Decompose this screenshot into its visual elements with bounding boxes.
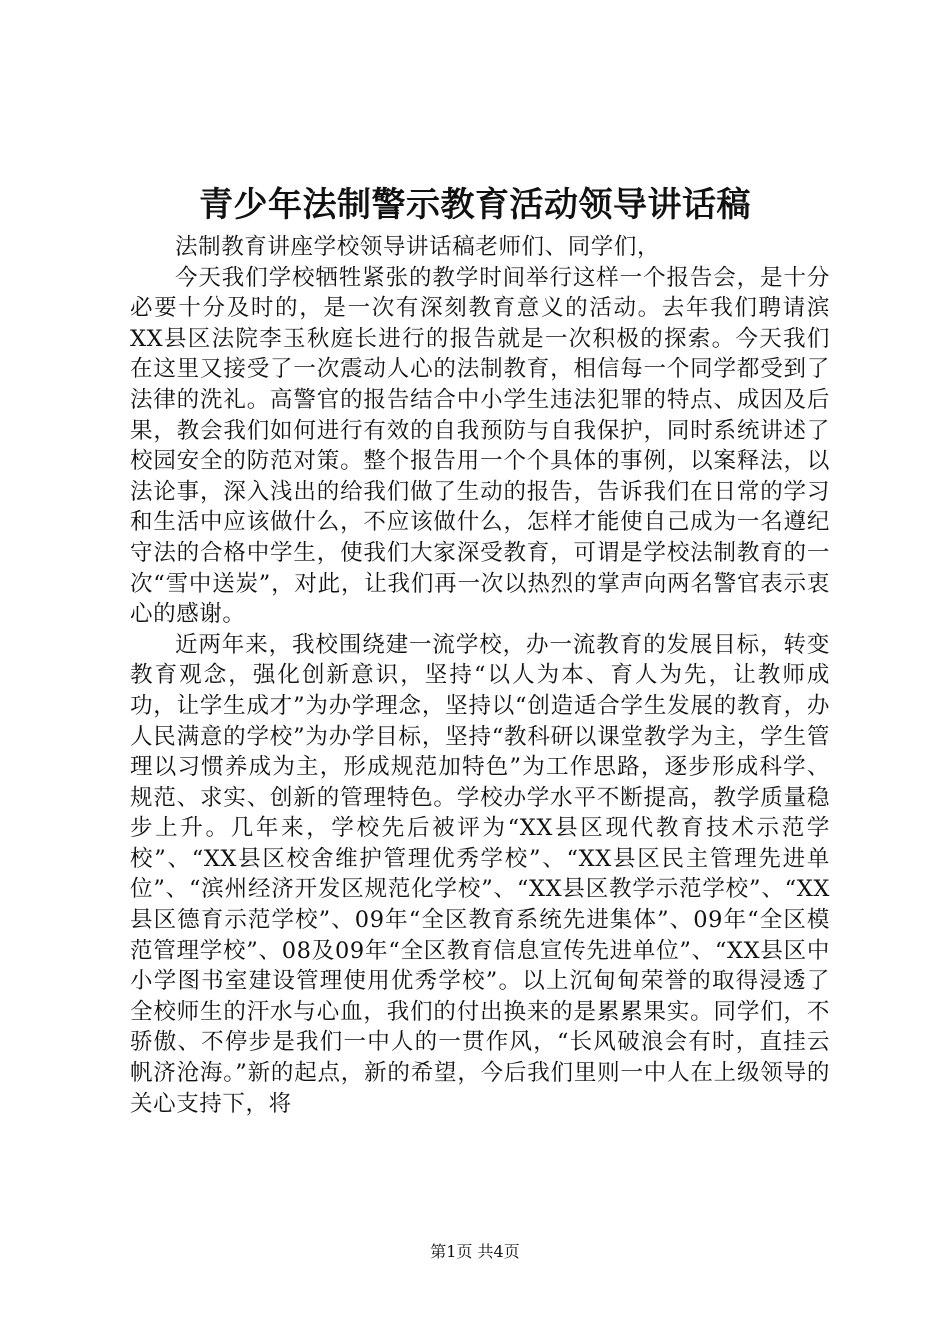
document-body <box>130 232 830 1119</box>
paragraph-report-thanks: 今天我们学校牺牲紧张的教学时间举行这样一个报告会，是十分必要十分及时的，是一次有深刻教育意义的活动。去年我们聘请滨XX县区法院李玉秋庭长进行的报告就是一次积极的探索。今天我们在这里又接受了一次震动人心的法制教育，相信每一个同学都受到了法律的洗礼。高警官的报告结合中小学生违法犯罪的特点、成因及后果，教会我们如何进行有效的自我预防与自我保护，同时系统讲述了校园安全的防范对策。整个报告用一个个具体的事例，以案释法，以法论事，深入浅出的给我们做了生动的报告，告诉我们在日常的学习和生活中应该做什么，不应该做什么，怎样才能使自己成为一名遵纪守法的合格中学生，使我们大家深受教育，可谓是学校法制教育的一次“雪中送炭”，对此，让我们再一次以热烈的掌声向两名警官表示衷心的感谢。 <box>130 264 830 628</box>
document-title: 青少年法制警示教育活动领导讲话稿 <box>199 185 751 225</box>
paragraph-school-achievements: 近两年来，我校围绕建一流学校，办一流教育的发展目标，转变教育观念，强化创新意识，坚持“以人为本、育人为先，让教师成功，让学生成才”为办学理念，坚持以“创造适合学生发展的教育，办人民满意的学校”为办学目标，坚持“教科研以课堂教学为主，学生管理以习惯养成为主，形成规范加特色”为工作思路，逐步形成科学、规范、求实、创新的管理特色。学校办学水平不断提高，教学质量稳步上升。几年来，学校先后被评为“XX县区现代教育技术示范学校”、“XX县区校舍维护管理优秀学校”、“XX县区民主管理先进单位”、“滨州经济开发区规范化学校”、“XX县区教学示范学校”、“XX县区德育示范学校”、09年“全区教育系统先进集体”、09年“全区模范管理学校”、08及09年“全区教育信息宣传先进单位”、“XX县区中小学图书室建设管理使用优秀学校”。以上沉甸甸荣誉的取得浸透了全校师生的汗水与心血，我们的付出换来的是累累果实。同学们，不骄傲、不停步是我们一中人的一贯作风，“长风破浪会有时，直挂云帆济沧海。”新的起点，新的希望，今后我们里则一中人在上级领导的关心支持下，将 <box>130 631 830 1117</box>
paragraph-salutation: 法制教育讲座学校领导讲话稿老师们、同学们， <box>175 234 661 260</box>
page-footer: 第1页 共4页 <box>430 1242 520 1261</box>
